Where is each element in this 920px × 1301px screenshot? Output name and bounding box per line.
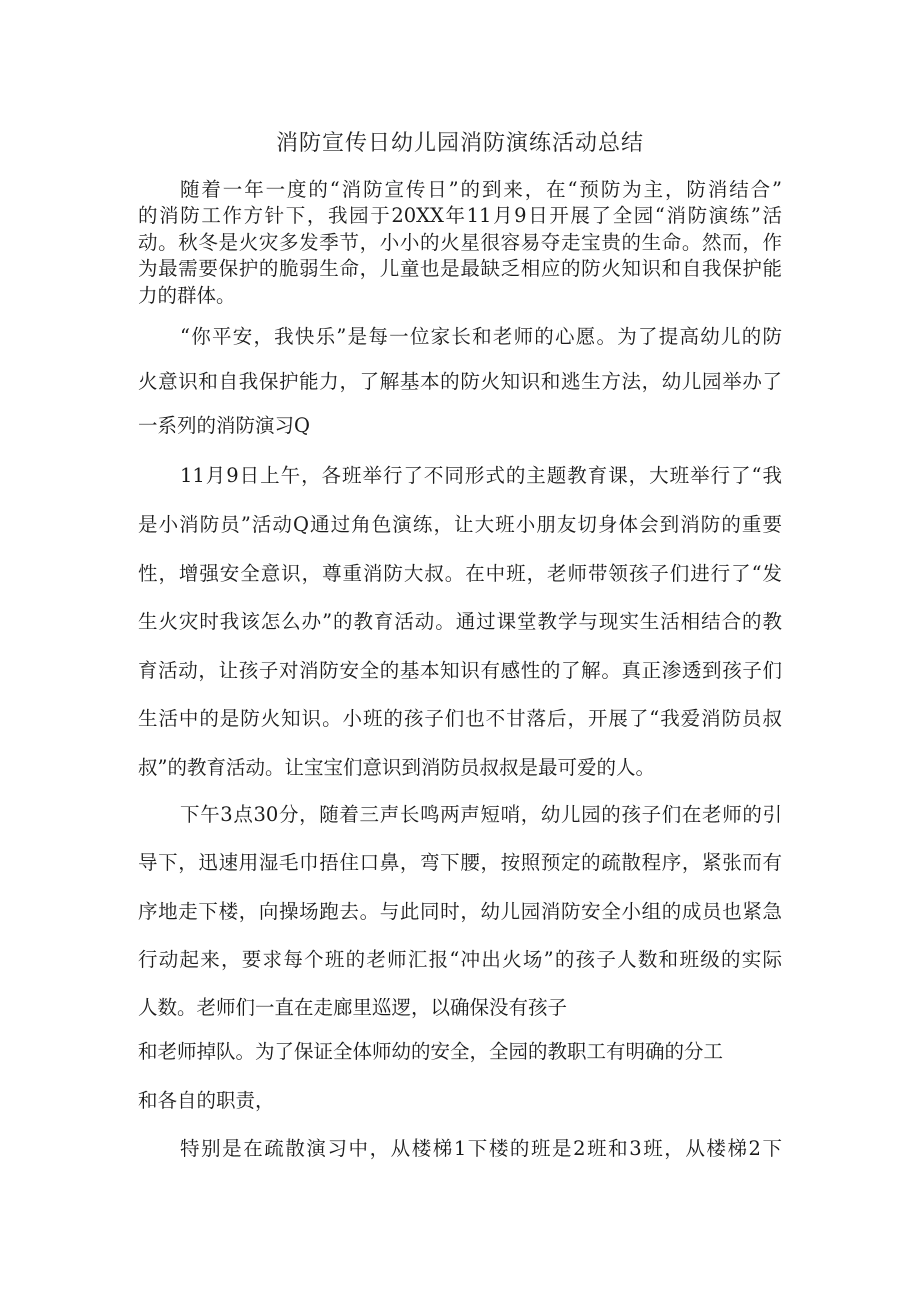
text-line: 火意识和自我保护能力，了解基本的防火知识和逃生方法，幼儿园举办了 [138, 370, 782, 393]
text-line: 为最需要保护的脆弱生命，儿童也是最缺乏相应的防火知识和自我保护能 [138, 257, 782, 280]
text-line: 和老师掉队。为了保证全体师幼的安全，全园的教职工有明确的分工 [138, 1040, 724, 1063]
text-line: 随着一年一度的“消防宣传日”的到来，在“预防为主，防消结合” [180, 178, 782, 201]
text-line: 和各自的职责， [138, 1089, 275, 1112]
text-line: “你平安，我快乐”是每一位家长和老师的心愿。为了提高幼儿的防 [180, 325, 782, 348]
text-line: 一系列的消防演习Q [138, 414, 310, 437]
text-line: 性，增强安全意识，尊重消防大叔。在中班，老师带领孩子们进行了“发 [138, 562, 782, 585]
text-line: 11月9日上午，各班举行了不同形式的主题教育课，大班举行了“我 [180, 464, 782, 487]
text-line: 生火灾时我该怎么办”的教育活动。通过课堂教学与现实生活相结合的教 [138, 610, 782, 633]
text-line: 的消防工作方针下，我园于20XX年11月9日开展了全园“消防演练”活 [138, 204, 782, 227]
text-line: 育活动，让孩子对消防安全的基本知识有感性的了解。真正渗透到孩子们 [138, 659, 782, 682]
text-line: 特别是在疏散演习中，从楼梯1下楼的班是2班和3班，从楼梯2下 [180, 1137, 782, 1160]
text-line: 叔”的教育活动。让宝宝们意识到消防员叔叔是最可爱的人。 [138, 756, 655, 779]
text-line: 行动起来，要求每个班的老师汇报“冲出火场”的孩子人数和班级的实际 [138, 948, 782, 971]
text-line: 是小消防员”活动Q通过角色演练，让大班小朋友切身体会到消防的重要 [138, 513, 782, 536]
text-line: 生活中的是防火知识。小班的孩子们也不甘落后，开展了“我爱消防员叔 [138, 707, 782, 730]
text-line: 下午3点30分，随着三声长鸣两声短哨，幼儿园的孩子们在老师的引 [180, 803, 782, 826]
text-line: 导下，迅速用湿毛巾捂住口鼻，弯下腰，按照预定的疏散程序，紧张而有 [138, 851, 782, 874]
text-line: 人数。老师们一直在走廊里巡逻，以确保没有孩子 [138, 996, 568, 1019]
text-line: 动。秋冬是火灾多发季节，小小的火星很容易夺走宝贵的生命。然而，作 [138, 231, 782, 254]
document-title: 消防宣传日幼儿园消防演练活动总结 [275, 131, 644, 156]
text-line: 序地走下楼，向操场跑去。与此同时，幼儿园消防安全小组的成员也紧急 [138, 900, 782, 923]
text-line: 力的群体。 [138, 284, 236, 307]
